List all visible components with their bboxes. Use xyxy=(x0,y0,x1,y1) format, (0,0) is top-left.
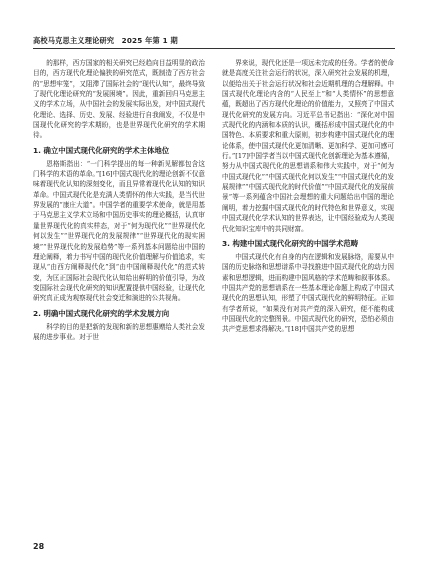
paragraph: 科学的目的是把新的发现和新的思想惠赠给人类社会发展的进步事业。对于世 xyxy=(33,322,205,341)
running-header: 高校马克思主义理论研究 2025 年第 1 期 xyxy=(33,36,178,45)
paragraph: 中国式现代化有自身的内在逻辑和发展脉络，需要从中国的历史脉络和思想谱系中寻找推进中国式现代化的动力因素和思想逻辑，进而构建中国风格的学术范畴和叙事体系。中国共产党的思想谱系在一些基本理论命题上构成了中国式现代化的思想认知，形塑了中国式现代化的鲜明特征。正如有学者所说，“如果没有对共产党的深入研究，便不能构成中国现代化的完整图景。中国式现代化的研究，恐怕必须由共产党思想求得解决。”[18]中国共产党的思想 xyxy=(222,252,394,334)
section-heading: 1. 确立中国式现代化研究的学术主体地位 xyxy=(33,145,170,155)
header-rule xyxy=(33,48,395,49)
page-number: 28 xyxy=(33,542,45,551)
section-heading: 2. 明确中国式现代化研究的学术发展方向 xyxy=(33,308,170,318)
right-column xyxy=(222,58,394,335)
paragraph: 界来说，现代化还是一项远未完成的任务。学者的使命就是高度关注社会运行的状况，深入研究社会发展的机理，以便给出关于社会运行状况和社会近期机理的合理解释。中国式现代化理论内含的“人民至上”和“人类情怀”的思想意蕴，既超出了西方现代化理论的价值能力，又照亮了中国式现代化研究的发展方向。习近平总书记指出：“深化对中国式现代化的内涵和本质的认识，概括形成中国式现代化的中国特色、本质要求和重大原则，初步构建中国式现代化的理论体系，使中国式现代化更加清晰、更加科学、更加可感可行。”[17]中国学者当以中国式现代化创新理论为基本遵循，努力从中国式现代化的思想谱系和伟大实践中，对于“何为中国式现代化”“中国式现代化何以发生”“中国式现代化的发展规律”“中国式现代化的时代价值”“中国式现代化的发展前景”等一系列蕴含中国社会理想的重大问题给出中国的理论阐明，着力挖掘中国式现代化的时代特色和世界意义，实现中国式现代化学术认知的世界表达，让中国经验成为人类现代化知识宝库中的共同财富。 xyxy=(222,59,394,233)
section-heading: 3. 构建中国式现代化研究的中国学术范畴 xyxy=(222,238,359,248)
paragraph: 恩格斯指出：“一门科学提出的每一种新见解都包含这门科学的术语的革命。”[16]中国式现代化的理论创新不仅意味着现代化认知的深刻变化，而且异常着现代化认知的知识革命。中国式现代化是充满人类情怀的伟大实践，是当代世界发展的“康庄大道”。中国学者的重要学术使命，就是用基于马克思主义学术立场和中国历史事实的理论概括，认真审量世界现代化的真实样态，对于“何为现代化”“世界现代化何以发生”“世界现代化的发展规律”“世界现代化的现实困境”“世界现代化的发展趋势”等一系列基本问题给出中国的理论阐释，着力书写中国的现代化价值理解与价值追求，实现从“由西方阐释现代化”到“由中国阐释现代化”的范式转变，为匡正国际社会现代化认知给出鲜明的价值引导，为改变国际社会现代化研究的知识配置提供中国经验，让现代化研究真正成为观察现代社会变迁和演进的公共视角。 xyxy=(33,159,205,303)
paragraph: 的那样，西方国家的相关研究已经趋向目益明显的政治目的，西方现代化理论偏狭的研究范式，既制造了西方社会的“思想牢笼”，又阻滞了国际社会的“现代认知”，最终导致了现代化理论研究的“发展困境”。因此，重新回归马克思主义的学术立场，从中国社会的发展实际出发，对中国式现代化理论、选择、历史、发展、经验进行自我阐发，不仅是中国现代化研究的学术期盼，也是世界现代化研究的学术期待。 xyxy=(33,59,205,140)
left-column xyxy=(33,58,205,342)
